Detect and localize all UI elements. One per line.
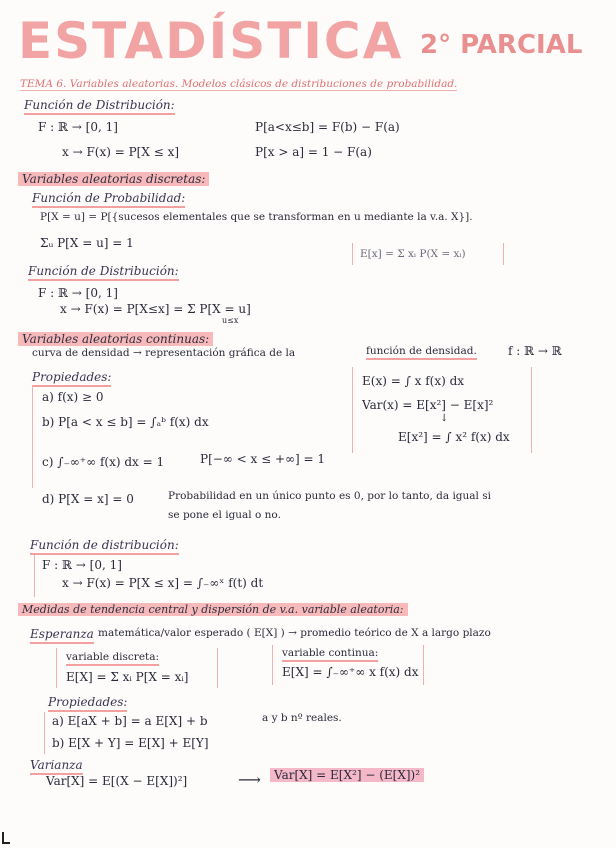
continuous-distribution-line-2: x → F(x) = P[X ≤ x] = ∫₋∞ˣ f(t) dt: [62, 576, 264, 590]
discrete-expectation-formula: E[X] = Σ xᵢ P[X = xᵢ]: [66, 670, 189, 684]
continuous-variable-label: variable continua:: [282, 647, 378, 662]
property-d-note-1: Probabilidad en un único punto es 0, por lo tanto, da igual si: [168, 490, 491, 502]
density-function-map: f : ℝ → ℝ: [508, 344, 562, 358]
page-title: ESTADÍSTICA: [18, 12, 404, 70]
distribution-interval-prob: P[a<x≤b] = F(b) − F(a): [255, 120, 400, 134]
discrete-distribution-line-2: x → F(x) = P[X≤x] = Σ P[X = u]: [60, 302, 251, 316]
probability-sum: Σᵤ P[X = u] = 1: [40, 236, 134, 250]
expectation-properties-heading: Propiedades:: [48, 695, 127, 712]
discrete-distribution-line-1: F : ℝ → [0, 1]: [38, 286, 118, 300]
variance-shortcut: Var[X] = E[X²] − (E[X])²: [270, 768, 424, 782]
property-b: b) P[a < x ≤ b] = ∫ₐᵇ f(x) dx: [42, 415, 209, 429]
moments-arrow: ↓: [440, 413, 449, 424]
property-a: a) f(x) ≥ 0: [42, 390, 104, 404]
property-d-note-2: se pone el igual o no.: [168, 509, 281, 521]
continuous-distribution-heading: Función de distribución:: [30, 538, 179, 555]
property-c: c) ∫₋∞⁺∞ f(x) dx = 1: [42, 455, 165, 469]
continuous-second-moment: E[x²] = ∫ x² f(x) dx: [398, 430, 510, 444]
distribution-heading: Función de Distribución:: [24, 98, 175, 115]
continuous-expectation: E(x) = ∫ x f(x) dx: [362, 374, 465, 388]
continuous-properties-heading: Propiedades:: [32, 370, 111, 387]
discrete-variable-label: variable discreta:: [66, 651, 159, 666]
property-c-equivalent: P[−∞ < x ≤ +∞] = 1: [200, 452, 325, 466]
discrete-expectation: E[x] = Σ xᵢ P(X = xᵢ): [360, 248, 466, 260]
discrete-distribution-sum-index: u≤x: [222, 316, 239, 325]
property-d: d) P[X = x] = 0: [42, 492, 134, 506]
discrete-heading: Variables aleatorias discretas:: [18, 172, 209, 186]
density-curve-text: curva de densidad → representación gráfica de la: [32, 347, 296, 359]
measures-heading: Medidas de tendencia central y dispersión de v.a. variable aleatoria:: [18, 603, 408, 616]
page-subtitle: 2° PARCIAL: [420, 30, 583, 60]
variance-heading: Varianza: [30, 758, 83, 775]
density-function-label: función de densidad.: [366, 345, 477, 360]
continuous-distribution-line-1: F : ℝ → [0, 1]: [42, 558, 122, 572]
corner-mark: [2, 832, 10, 844]
expectation-label: Esperanza: [30, 627, 94, 644]
continuous-expectation-formula: E[X] = ∫₋∞⁺∞ x f(x) dx: [282, 665, 419, 679]
distribution-complement-prob: P[x > a] = 1 − F(a): [255, 145, 372, 159]
probability-function-def: P[X = u] = P[{sucesos elementales que se transforman en u mediante la v.a. X}].: [40, 211, 473, 223]
distribution-line-2: x → F(x) = P[X ≤ x]: [62, 145, 180, 159]
continuous-variance: Var(x) = E[x²] − E[x]²: [362, 398, 494, 412]
expectation-property-b: b) E[X + Y] = E[X] + E[Y]: [52, 736, 209, 750]
expectation-definition: matemática/valor esperado ( E[X] ) → promedio teórico de X a largo plazo: [98, 627, 491, 639]
continuous-heading: Variables aleatorias continuas:: [18, 332, 213, 346]
discrete-distribution-heading: Función de Distribución:: [28, 264, 179, 281]
expectation-property-a: a) E[aX + b] = a E[X] + b: [52, 714, 208, 728]
topic-line: TEMA 6. Variables aleatorias. Modelos clásicos de distribuciones de probabilidad.: [20, 78, 458, 90]
expectation-property-a-note: a y b nº reales.: [262, 712, 342, 724]
probability-function-heading: Función de Probabilidad:: [32, 191, 185, 208]
variance-definition: Var[X] = E[(X − E[X])²]: [46, 774, 188, 788]
distribution-line-1: F : ℝ → [0, 1]: [38, 120, 118, 134]
variance-arrow: ⟶: [238, 770, 261, 789]
